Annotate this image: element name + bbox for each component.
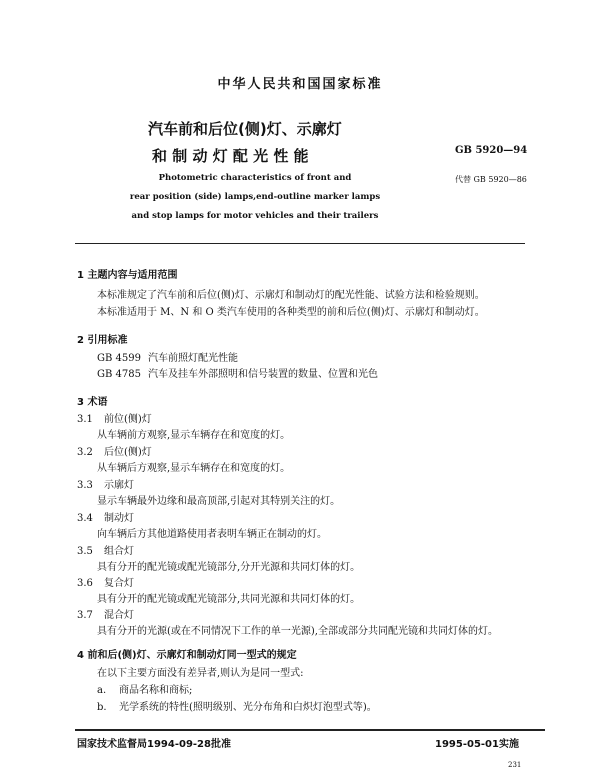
term-name: 复合灯 <box>104 578 134 589</box>
reference-1-title: 汽车前照灯配光性能 <box>148 353 238 364</box>
section-4-heading: 4 前和后(侧)灯、示廓灯和制动灯同一型式的规定 <box>77 650 297 661</box>
term-definition: 向车辆后方其他道路使用者表明车辆正在制动的灯。 <box>97 529 327 540</box>
approval-statement: 国家技术监督局1994-09-28批准 <box>77 739 231 750</box>
term-name: 示廓灯 <box>104 480 134 491</box>
term-definition: 显示车辆最外边缘和最高顶部,引起对其特别关注的灯。 <box>97 496 341 507</box>
term-name: 混合灯 <box>104 610 134 621</box>
footer-divider <box>75 729 545 731</box>
term-number: 3.6 <box>77 578 93 589</box>
standard-title-cn-line2: 和 制 动 灯 配 光 性 能 <box>152 147 309 165</box>
list-item-text: 商品名称和商标; <box>119 685 193 696</box>
replaces-standard: 代替 GB 5920—86 <box>455 175 527 184</box>
issuing-body-title: 中华人民共和国国家标准 <box>217 77 383 92</box>
standard-title-en-line3: and stop lamps for motor vehicles and their trailers <box>131 211 379 221</box>
term-name: 前位(侧)灯 <box>104 414 152 425</box>
standard-title-en-line1: Photometric characteristics of front and <box>158 173 352 183</box>
reference-2-code: GB 4785 <box>97 369 141 380</box>
term-definition: 从车辆后方观察,显示车辆存在和宽度的灯。 <box>97 463 291 474</box>
section-1-paragraph-2: 本标准适用于 M、N 和 O 类汽车使用的各种类型的前和后位(侧)灯、示廓灯和制动灯。 <box>97 307 485 318</box>
term-number: 3.5 <box>77 546 93 557</box>
term-definition: 从车辆前方观察,显示车辆存在和宽度的灯。 <box>97 430 291 441</box>
term-number: 3.3 <box>77 480 93 491</box>
header-divider <box>75 243 525 244</box>
reference-2-title: 汽车及挂车外部照明和信号装置的数量、位置和光色 <box>148 369 378 380</box>
list-item-text: 光学系统的特性(照明级别、光分布角和白炽灯泡型式等)。 <box>119 702 377 713</box>
term-number: 3.1 <box>77 414 93 425</box>
term-definition: 具有分开的光源(或在不同情况下工作的单一光源),全部或部分共同配光镜和共同灯体的灯。 <box>97 626 498 637</box>
standard-title-cn-line1: 汽车前和后位(侧)灯、示廓灯 <box>148 120 342 138</box>
term-number: 3.4 <box>77 513 93 524</box>
standard-code: GB 5920—94 <box>455 145 528 156</box>
term-definition: 具有分开的配光镜或配光镜部分,共同光源和共同灯体的灯。 <box>97 594 361 605</box>
section-3-heading: 3 术语 <box>77 397 108 408</box>
term-number: 3.7 <box>77 610 93 621</box>
term-name: 制动灯 <box>104 513 134 524</box>
term-number: 3.2 <box>77 447 93 458</box>
list-item-label: b. <box>97 702 107 713</box>
section-1-paragraph-1: 本标准规定了汽车前和后位(侧)灯、示廓灯和制动灯的配光性能、试验方法和检验规则。 <box>97 290 485 301</box>
implementation-date: 1995-05-01实施 <box>435 739 519 750</box>
standard-title-en-line2: rear position (side) lamps,end-outline marker lamps <box>129 192 381 202</box>
section-4-intro: 在以下主要方面没有差异者,则认为是同一型式: <box>97 668 304 679</box>
page-number: 231 <box>508 761 522 769</box>
term-name: 组合灯 <box>104 546 134 557</box>
list-item-label: a. <box>97 685 107 696</box>
section-2-heading: 2 引用标准 <box>77 335 128 346</box>
term-name: 后位(侧)灯 <box>104 447 152 458</box>
term-definition: 具有分开的配光镜或配光镜部分,分开光源和共同灯体的灯。 <box>97 562 361 573</box>
reference-1-code: GB 4599 <box>97 353 141 364</box>
section-1-heading: 1 主题内容与适用范围 <box>77 270 178 281</box>
